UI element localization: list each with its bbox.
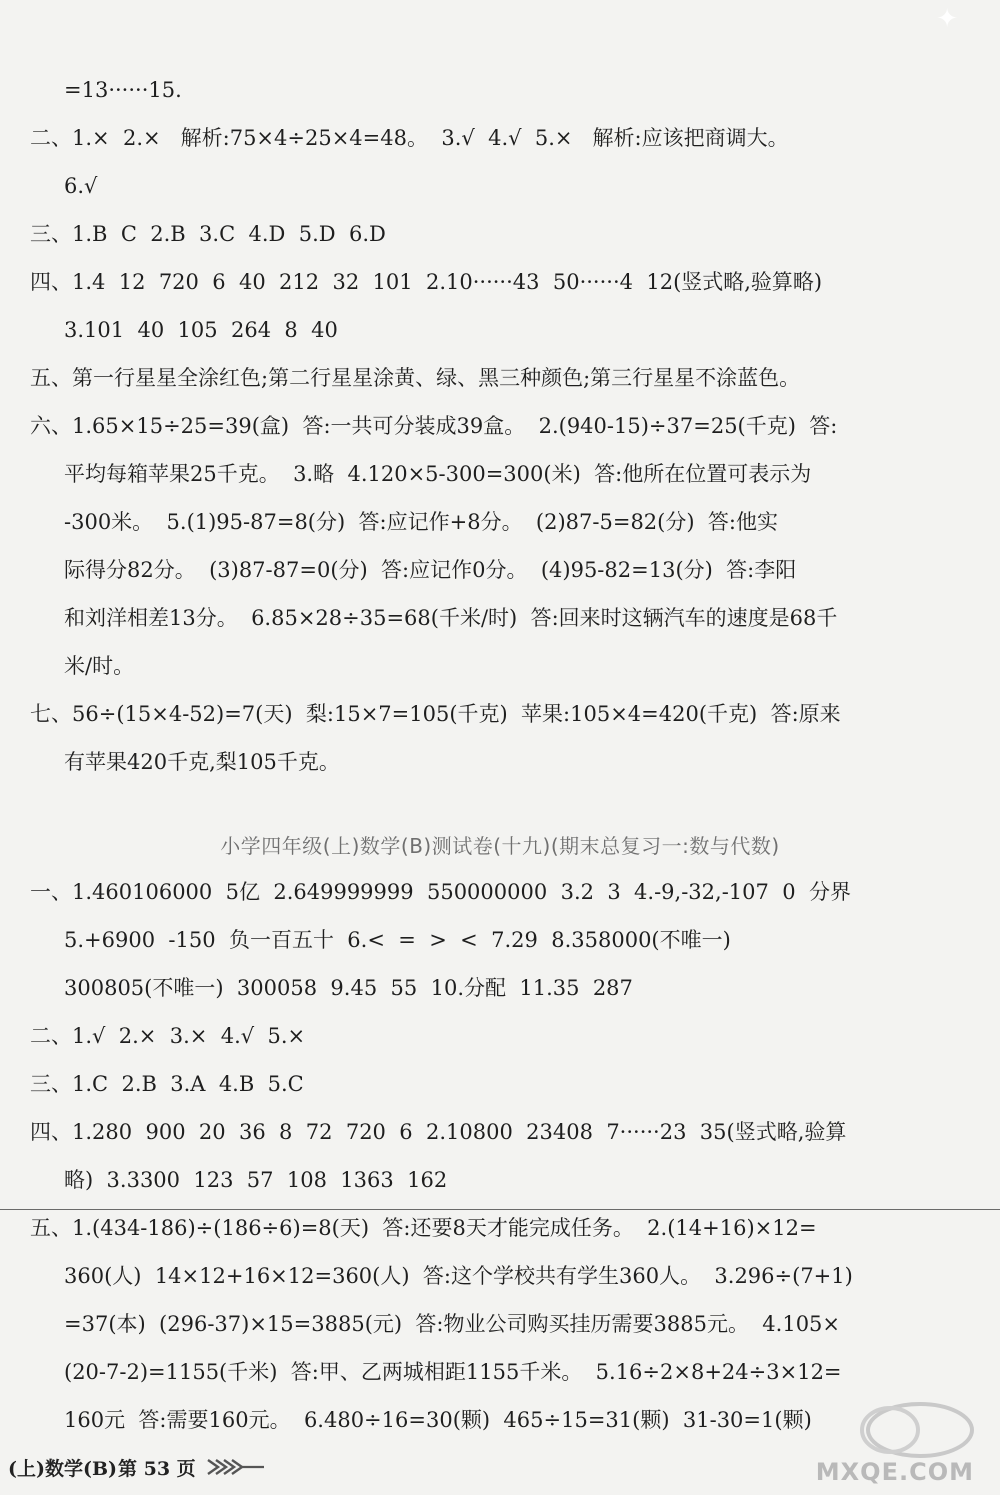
answer-line: 一、1.460106000 5亿 2.649999999 550000000 3.2 3 4.-9,-32,-107 0 分界 [30,880,851,904]
answer-line: 二、1.× 2.× 解析:75×4÷25×4=48。 3.√ 4.√ 5.× 解析:应该把商调大。 [30,126,789,150]
answer-line: 四、1.280 900 20 36 8 72 720 6 2.10800 23408 7······23 35(竖式略,验算 [30,1120,847,1144]
answer-line: 有苹果420千克,梨105千克。 [64,750,340,774]
footer-subject-label: (上)数学(B) [8,1458,118,1480]
answer-line: 五、第一行星星全涂红色;第二行星星涂黄、绿、黑三种颜色;第三行星星不涂蓝色。 [30,366,801,390]
answer-line: 5.+6900 -150 负一百五十 6.< = > < 7.29 8.358000(不唯一) [64,928,731,952]
answer-line: =13······15. [64,78,182,102]
answer-line: 米/时。 [64,654,135,678]
answer-line: 五、1.(434-186)÷(186÷6)=8(天) 答:还要8天才能完成任务。 2.(14+16)×12= [30,1216,817,1240]
answer-line: 6.√ [64,174,98,198]
answer-line: 160元 答:需要160元。 6.480÷16=30(颗) 465÷15=31(颗) 31-30=1(颗) [64,1408,812,1432]
answer-line: 3.101 40 105 264 8 40 [64,318,338,342]
answer-line: 平均每箱苹果25千克。 3.略 4.120×5-300=300(米) 答:他所在位置可表示为 [64,462,812,486]
answer-line: 300805(不唯一) 300058 9.45 55 10.分配 11.35 287 [64,976,633,1000]
watermark-logo-icon [770,1400,980,1460]
answer-line: 际得分82分。 (3)87-87=0(分) 答:应记作0分。 (4)95-82=13(分) 答:李阳 [64,558,797,582]
answer-line: 六、1.65×15÷25=39(盒) 答:一共可分装成39盒。 2.(940-15)÷37=25(千克) 答: [30,414,838,438]
footer-arrows-icon [206,1456,266,1478]
answer-line: 360(人) 14×12+16×12=360(人) 答:这个学校共有学生360人。 3.296÷(7+1) [64,1264,853,1288]
answer-line: 二、1.√ 2.× 3.× 4.√ 5.× [30,1024,306,1048]
answer-line: 略) 3.3300 123 57 108 1363 162 [64,1168,448,1192]
answer-line: 四、1.4 12 720 6 40 212 32 101 2.10······43 50······4 12(竖式略,验算略) [30,270,823,294]
answer-line: 七、56÷(15×4-52)=7(天) 梨:15×7=105(千克) 苹果:105×4=420(千克) 答:原来 [30,702,841,726]
answer-line: 三、1.C 2.B 3.A 4.B 5.C [30,1072,304,1096]
footer-page-number: 第 53 页 [118,1458,196,1480]
section-title: 小学四年级(上)数学(B)测试卷(十九)(期末总复习一:数与代数) [220,834,780,858]
answer-line: 和刘洋相差13分。 6.85×28÷35=68(千米/时) 答:回来时这辆汽车的速度是68千 [64,606,838,630]
answer-line: =37(本) (296-37)×15=3885(元) 答:物业公司购买挂历需要3885元。 4.105× [64,1312,841,1336]
watermark-text: MXQE.COM [815,1458,974,1486]
page-footer [0,1450,300,1484]
answer-line: 三、1.B C 2.B 3.C 4.D 5.D 6.D [30,222,386,246]
answer-line: -300米。 5.(1)95-87=8(分) 答:应记作+8分。 (2)87-5=82(分) 答:他实 [64,510,778,534]
watermark [770,1400,980,1490]
sparkle-icon: ✦ [936,4,958,34]
answer-line: (20-7-2)=1155(千米) 答:甲、乙两城相距1155千米。 5.16÷2×8+24÷3×12= [64,1360,842,1384]
divider [0,1209,1000,1210]
